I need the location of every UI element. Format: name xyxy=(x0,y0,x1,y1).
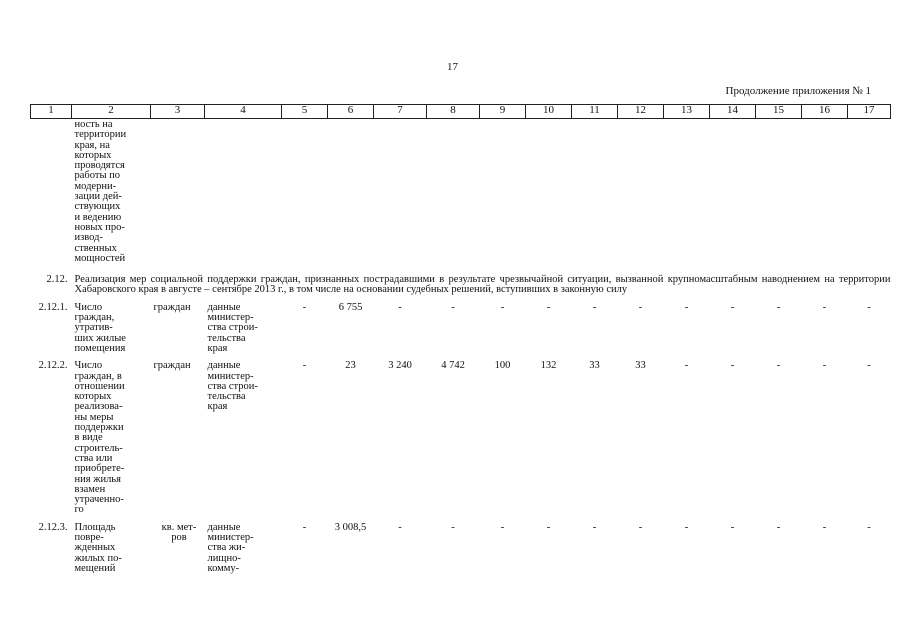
value-cell: - xyxy=(730,301,735,313)
col-header: 1 xyxy=(31,105,72,119)
value-cell: 132 xyxy=(540,360,557,372)
col-header: 17 xyxy=(848,105,891,119)
data-source: данные министер- ства строи- тельства края xyxy=(207,301,258,354)
col-header: 7 xyxy=(374,105,427,119)
value-cell: - xyxy=(684,521,689,533)
value-cell: - xyxy=(730,360,735,372)
table-row xyxy=(31,296,891,354)
value-cell: 23 xyxy=(345,360,356,372)
indicator-name: Число граждан, утратив- ших жилые помещения xyxy=(74,301,126,354)
unit: кв. мет- ров xyxy=(161,521,197,543)
value-cell: - xyxy=(776,521,781,533)
value-cell: - xyxy=(867,301,871,313)
row-number: 2.12.2. xyxy=(38,360,68,372)
table-row xyxy=(31,516,891,574)
value-cell: 4 742 xyxy=(441,360,465,372)
value-cell: 3 008,5 xyxy=(334,521,367,533)
value-cell: - xyxy=(302,301,307,313)
section-row xyxy=(31,264,891,296)
value-cell: - xyxy=(398,521,402,533)
value-cell: - xyxy=(451,521,455,533)
value-cell: - xyxy=(776,301,781,313)
col-header: 8 xyxy=(427,105,480,119)
col-header: 11 xyxy=(572,105,618,119)
col-header: 13 xyxy=(664,105,710,119)
value-cell: - xyxy=(822,521,827,533)
value-cell: - xyxy=(822,360,827,372)
value-cell: 33 xyxy=(589,360,600,372)
value-cell: - xyxy=(776,360,781,372)
col-header: 16 xyxy=(802,105,848,119)
value-cell: - xyxy=(638,301,643,313)
col-header: 10 xyxy=(526,105,572,119)
col-header: 15 xyxy=(756,105,802,119)
value-cell: 6 755 xyxy=(338,301,363,313)
section-title: Реализация мер социальной поддержки граждан, признанных пострадавшими в результате чрезвычайной ситуации, вызванной крупномасштабным наводнением на территории Хабаровского края в августе – сентябре 2013 г., в том числе на основании судебных решений, вступивших в законную силу xyxy=(74,274,891,296)
col-header: 4 xyxy=(205,105,282,119)
unit: граждан xyxy=(153,360,191,372)
value-cell: - xyxy=(302,360,307,372)
value-cell: 33 xyxy=(635,360,646,372)
col-header: 14 xyxy=(710,105,756,119)
value-cell: - xyxy=(822,301,827,313)
row-number: 2.12.1. xyxy=(38,301,68,313)
col-header: 3 xyxy=(151,105,205,119)
indicators-table xyxy=(30,104,891,574)
value-cell: - xyxy=(398,301,402,313)
header-row xyxy=(31,105,891,119)
indicator-name: ность на территории края, на которых проводятся работы по модерни- зации дей- ствующих и ведению новых про- извод- ственных мощностей xyxy=(74,119,127,264)
col-header: 12 xyxy=(618,105,664,119)
value-cell: - xyxy=(500,301,505,313)
value-cell: - xyxy=(451,301,455,313)
section-number: 2.12. xyxy=(46,274,68,286)
value-cell: - xyxy=(500,521,505,533)
table-row xyxy=(31,354,891,515)
value-cell: - xyxy=(684,360,689,372)
page-number: 17 xyxy=(447,61,458,73)
value-cell: - xyxy=(684,301,689,313)
value-cell: - xyxy=(592,301,597,313)
value-cell: - xyxy=(867,521,871,533)
value-cell: - xyxy=(730,521,735,533)
unit: граждан xyxy=(153,301,191,313)
col-header: 9 xyxy=(480,105,526,119)
continuation-note: Продолжение приложения № 1 xyxy=(725,85,871,97)
table-row xyxy=(31,119,891,265)
data-source: данные министер- ства жи- лищно- комму- xyxy=(207,521,254,574)
data-source: данные министер- ства строи- тельства края xyxy=(207,360,258,413)
col-header: 6 xyxy=(328,105,374,119)
value-cell: - xyxy=(867,360,871,372)
value-cell: 100 xyxy=(494,360,511,372)
value-cell: - xyxy=(592,521,597,533)
value-cell: - xyxy=(638,521,643,533)
value-cell: 3 240 xyxy=(388,360,412,372)
indicator-name: Число граждан, в отношении которых реализова- ны меры поддержки в виде строитель- ства или приобрете- ния жилья взамен утраченно- го xyxy=(74,360,125,516)
col-header: 5 xyxy=(282,105,328,119)
value-cell: - xyxy=(302,521,307,533)
value-cell: - xyxy=(546,301,551,313)
indicator-name: Площадь повре- жденных жилых по- мещений xyxy=(74,521,122,574)
col-header: 2 xyxy=(72,105,151,119)
value-cell: - xyxy=(546,521,551,533)
row-number: 2.12.3. xyxy=(38,521,68,533)
